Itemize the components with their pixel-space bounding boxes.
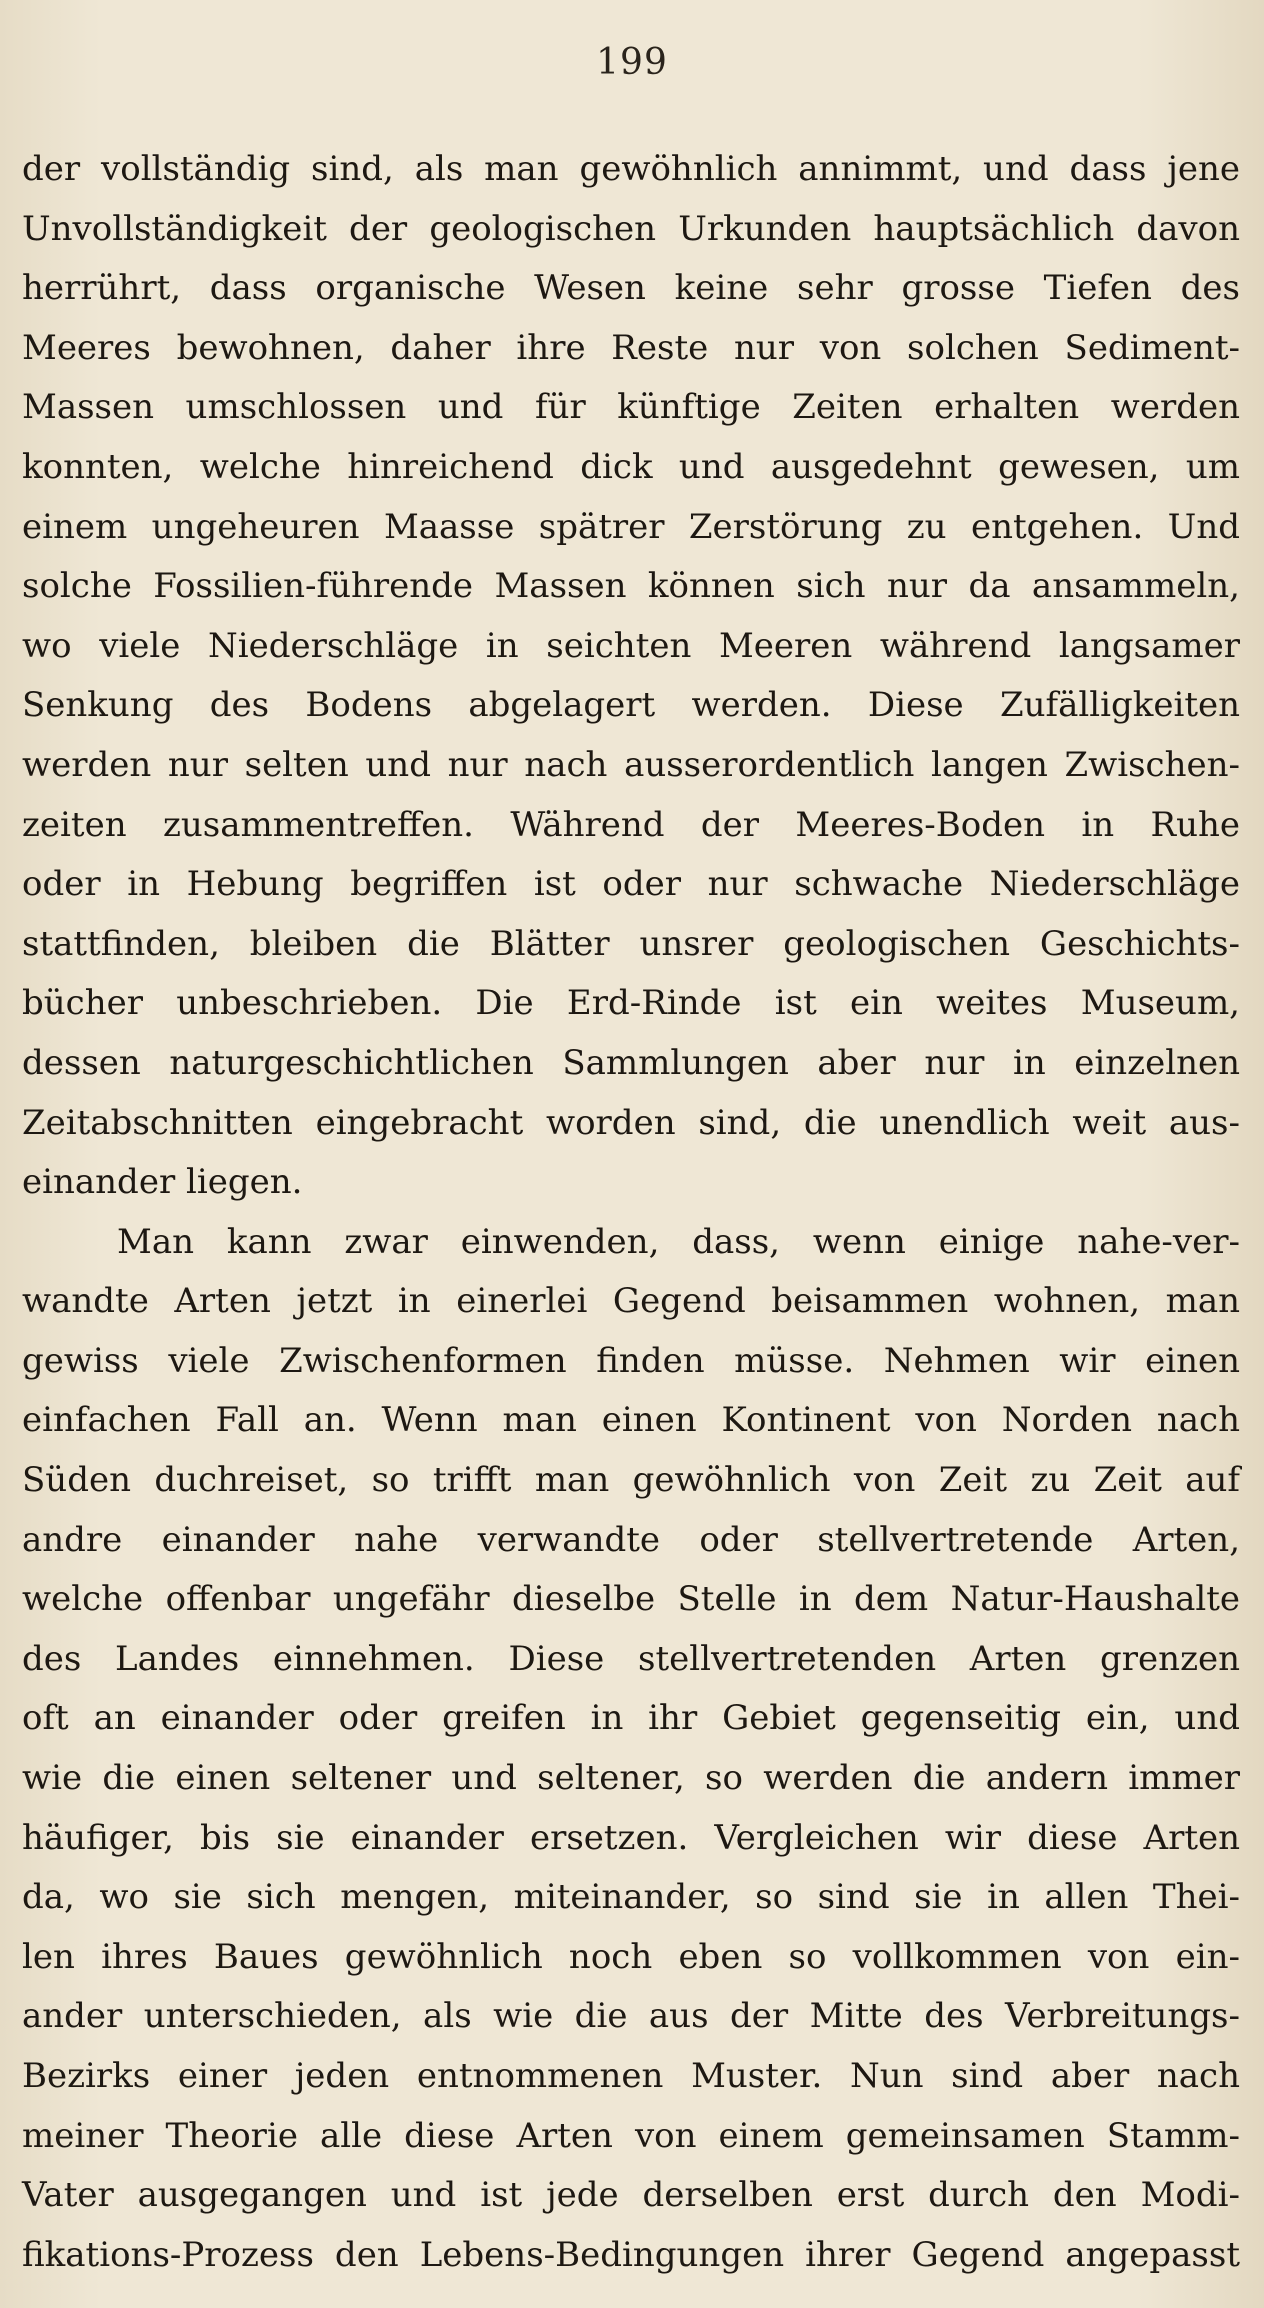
text-line: herrührt, dass organische Wesen keine sehr grosse Tiefen des [22,268,1240,309]
text-line: ander unterschieden, als wie die aus der Mitte des Verbreitungs- [22,1996,1240,2037]
text-line: der vollständig sind, als man gewöhnlich annimmt, und dass jene [22,149,1240,189]
text-line: andre einander nahe verwandte oder stellvertretende Arten, [22,1519,1240,1560]
body-text [22,140,1240,2285]
text-line: stattfinden, bleiben die Blätter unsrer geologischen Geschichts- [22,923,1240,964]
text-line: oder in Hebung begriffen ist oder nur schwache Niederschläge [22,864,1240,905]
text-line: Süden duchreiset, so trifft man gewöhnlich von Zeit zu Zeit auf [22,1460,1240,1501]
text-line: wo viele Niederschläge in seichten Meeren während langsamer [22,625,1240,666]
text-line: Massen umschlossen und für künftige Zeiten erhalten werden [22,387,1240,428]
text-line: zeiten zusammentreffen. Während der Meeres-Boden in Ruhe [22,804,1240,845]
page-number: 199 [596,42,668,83]
text-line: fikations-Prozess den Lebens-Bedingungen ihrer Gegend angepasst [22,2234,1240,2275]
text-line: wie die einen seltener und seltener, so werden die andern immer [22,1758,1240,1799]
text-line: Man kann zwar einwenden, dass, wenn einige nahe-ver- [117,1221,1240,1262]
text-line: oft an einander oder greifen in ihr Gebiet gegenseitig ein, und [22,1698,1240,1739]
text-line: einander liegen. [22,1162,303,1203]
text-line: häufiger, bis sie einander ersetzen. Vergleichen wir diese Arten [22,1817,1240,1858]
text-line: Vater ausgegangen und ist jede derselben erst durch den Modi- [22,2175,1240,2216]
text-line: bücher unbeschrieben. Die Erd-Rinde ist ein weites Museum, [22,983,1240,1024]
text-line: dessen naturgeschichtlichen Sammlungen aber nur in einzelnen [22,1042,1240,1083]
text-line: Unvollständigkeit der geologischen Urkunden hauptsächlich davon [22,208,1240,249]
text-line: Zeitabschnitten eingebracht worden sind, die unendlich weit aus- [22,1102,1240,1143]
text-line: Meeres bewohnen, daher ihre Reste nur von solchen Sediment- [22,327,1240,368]
text-line: len ihres Baues gewöhnlich noch eben so vollkommen von ein- [22,1936,1240,1977]
text-line: werden nur selten und nur nach ausserordentlich langen Zwischen- [22,744,1240,785]
text-line: des Landes einnehmen. Diese stellvertretenden Arten grenzen [22,1638,1240,1679]
text-line: gewiss viele Zwischenformen finden müsse. Nehmen wir einen [22,1340,1240,1381]
text-line: Bezirks einer jeden entnommenen Muster. Nun sind aber nach [22,2056,1240,2096]
text-line: konnten, welche hinreichend dick und ausgedehnt gewesen, um [22,446,1240,487]
text-line: da, wo sie sich mengen, miteinander, so sind sie in allen Thei- [22,1877,1240,1918]
paragraph-2 [22,1213,1240,2286]
text-line: einem ungeheuren Maasse spätrer Zerstörung zu entgehen. Und [22,506,1240,547]
text-line: Senkung des Bodens abgelagert werden. Diese Zufälligkeiten [22,685,1240,726]
text-line: wandte Arten jetzt in einerlei Gegend beisammen wohnen, man [22,1281,1240,1322]
text-line: solche Fossilien-führende Massen können sich nur da ansammeln, [22,566,1240,607]
paragraph-1 [22,140,1240,1213]
text-line: einfachen Fall an. Wenn man einen Kontinent von Norden nach [22,1400,1240,1441]
text-line: welche offenbar ungefähr dieselbe Stelle in dem Natur-Haushalte [22,1579,1240,1620]
text-line: meiner Theorie alle diese Arten von einem gemeinsamen Stamm- [22,2115,1240,2156]
